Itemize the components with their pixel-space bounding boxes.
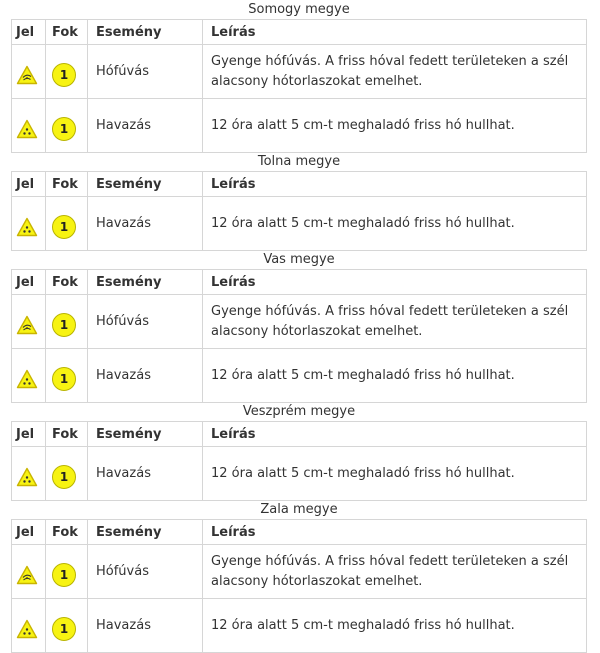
event-description: Gyenge hófúvás. A friss hóval fedett területeken a szél alacsony hótorlaszokat emelhet. <box>203 45 587 99</box>
table-header-row <box>12 172 587 197</box>
snowfall-warning-icon <box>16 467 41 487</box>
column-header-jel: Jel <box>12 20 46 45</box>
county-block <box>11 1 600 153</box>
column-header-esemeny: Esemény <box>88 20 203 45</box>
warning-level-badge: 1 <box>52 215 76 239</box>
warning-table <box>11 519 587 653</box>
warning-level-badge: 1 <box>52 465 76 489</box>
warning-level-badge: 1 <box>52 367 76 391</box>
event-name: Havazás <box>88 197 203 251</box>
event-description: 12 óra alatt 5 cm-t meghaladó friss hó hullhat. <box>203 197 587 251</box>
table-header-row <box>12 270 587 295</box>
county-block <box>11 251 600 403</box>
warning-table <box>11 269 587 403</box>
county-title: Vas megye <box>263 252 335 267</box>
event-name: Hófúvás <box>88 295 203 349</box>
column-header-leiras: Leírás <box>203 270 587 295</box>
table-row <box>12 349 587 403</box>
column-header-jel: Jel <box>12 422 46 447</box>
column-header-leiras: Leírás <box>203 20 587 45</box>
column-header-esemeny: Esemény <box>88 270 203 295</box>
event-name: Hófúvás <box>88 45 203 99</box>
event-name: Hófúvás <box>88 545 203 599</box>
table-row <box>12 197 587 251</box>
table-header-row <box>12 520 587 545</box>
snow-drift-warning-icon <box>16 65 41 85</box>
warning-level-badge: 1 <box>52 117 76 141</box>
column-header-leiras: Leírás <box>203 172 587 197</box>
column-header-jel: Jel <box>12 270 46 295</box>
snow-drift-warning-icon <box>16 565 41 585</box>
warning-level-badge: 1 <box>52 617 76 641</box>
county-block <box>11 403 600 501</box>
table-row <box>12 295 587 349</box>
county-title: Zala megye <box>260 502 338 517</box>
warning-level-badge: 1 <box>52 313 76 337</box>
event-description: 12 óra alatt 5 cm-t meghaladó friss hó hullhat. <box>203 447 587 501</box>
column-header-jel: Jel <box>12 520 46 545</box>
column-header-leiras: Leírás <box>203 520 587 545</box>
county-block <box>11 501 600 653</box>
event-description: 12 óra alatt 5 cm-t meghaladó friss hó hullhat. <box>203 349 587 403</box>
column-header-esemeny: Esemény <box>88 172 203 197</box>
table-row <box>12 99 587 153</box>
warning-level-badge: 1 <box>52 63 76 87</box>
event-description: 12 óra alatt 5 cm-t meghaladó friss hó hullhat. <box>203 599 587 653</box>
event-description: Gyenge hófúvás. A friss hóval fedett területeken a szél alacsony hótorlaszokat emelhet. <box>203 295 587 349</box>
table-row <box>12 599 587 653</box>
county-title: Tolna megye <box>257 154 341 169</box>
snow-drift-warning-icon <box>16 315 41 335</box>
warning-table <box>11 421 587 501</box>
county-block <box>11 153 600 251</box>
column-header-fok: Fok <box>46 520 88 545</box>
event-name: Havazás <box>88 447 203 501</box>
column-header-jel: Jel <box>12 172 46 197</box>
snowfall-warning-icon <box>16 369 41 389</box>
event-name: Havazás <box>88 599 203 653</box>
snowfall-warning-icon <box>16 217 41 237</box>
snowfall-warning-icon <box>16 619 41 639</box>
column-header-esemeny: Esemény <box>88 422 203 447</box>
event-description: 12 óra alatt 5 cm-t meghaladó friss hó hullhat. <box>203 99 587 153</box>
column-header-fok: Fok <box>46 422 88 447</box>
column-header-esemeny: Esemény <box>88 520 203 545</box>
event-description: Gyenge hófúvás. A friss hóval fedett területeken a szél alacsony hótorlaszokat emelhet. <box>203 545 587 599</box>
column-header-fok: Fok <box>46 270 88 295</box>
table-row <box>12 545 587 599</box>
column-header-fok: Fok <box>46 172 88 197</box>
county-title: Veszprém megye <box>242 404 356 419</box>
warning-table <box>11 19 587 153</box>
table-row <box>12 447 587 501</box>
warning-table <box>11 171 587 251</box>
column-header-leiras: Leírás <box>203 422 587 447</box>
table-header-row <box>12 422 587 447</box>
warning-level-badge: 1 <box>52 563 76 587</box>
county-title: Somogy megye <box>248 2 350 17</box>
column-header-fok: Fok <box>46 20 88 45</box>
snowfall-warning-icon <box>16 119 41 139</box>
table-header-row <box>12 20 587 45</box>
table-row <box>12 45 587 99</box>
event-name: Havazás <box>88 349 203 403</box>
event-name: Havazás <box>88 99 203 153</box>
